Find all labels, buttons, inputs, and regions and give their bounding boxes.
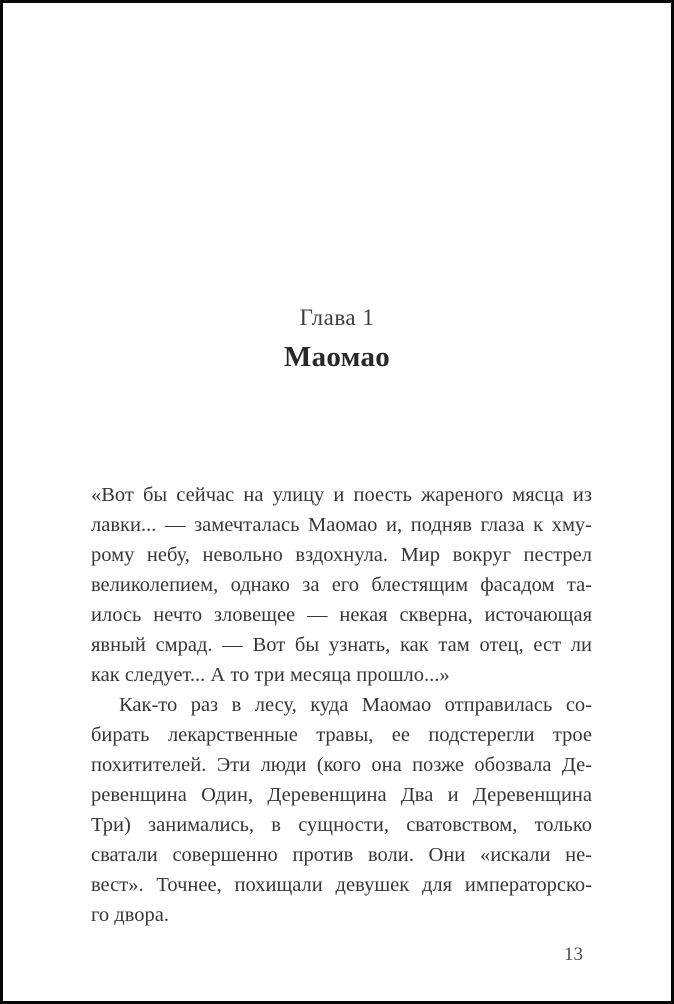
body-text	[91, 480, 592, 930]
text-line: явный смрад. — Вот бы узнать, как там отец, ест ли	[91, 634, 592, 656]
text-line: Три) занимались, в сущности, сватовством, только	[91, 814, 592, 836]
text-line: великолепием, однако за его блестящим фасадом та-	[91, 574, 592, 596]
page-number: 13	[564, 944, 583, 965]
text-line: похитителей. Эти люди (кого она позже обозвала Де-	[91, 754, 592, 776]
text-line: рому небу, невольно вздохнула. Мир вокруг пестрел	[91, 544, 592, 566]
text-line: го двора.	[91, 904, 169, 926]
text-line: как следует... А то три месяца прошло...»	[91, 664, 450, 686]
text-line: бирать лекарственные травы, ее подстерегли трое	[91, 724, 592, 746]
text-line: Как-то раз в лесу, куда Маомао отправилась со-	[119, 694, 592, 716]
text-line: вест». Точнее, похищали девушек для императорско-	[91, 874, 592, 896]
chapter-number: Глава 1	[299, 305, 375, 330]
text-line: ревенщина Один, Деревенщина Два и Деревенщина	[91, 784, 592, 806]
text-line: сватали совершенно против воли. Они «искали не-	[91, 844, 592, 866]
chapter-heading	[3, 304, 671, 374]
text-line: илось нечто зловещее — некая скверна, источающая	[91, 604, 592, 626]
chapter-title: Маомао	[283, 341, 391, 373]
text-line: лавки... — замечталась Маомао и, подняв глаза к хму-	[91, 514, 592, 536]
text-line: «Вот бы сейчас на улицу и поесть жареного мясца из	[91, 484, 592, 506]
